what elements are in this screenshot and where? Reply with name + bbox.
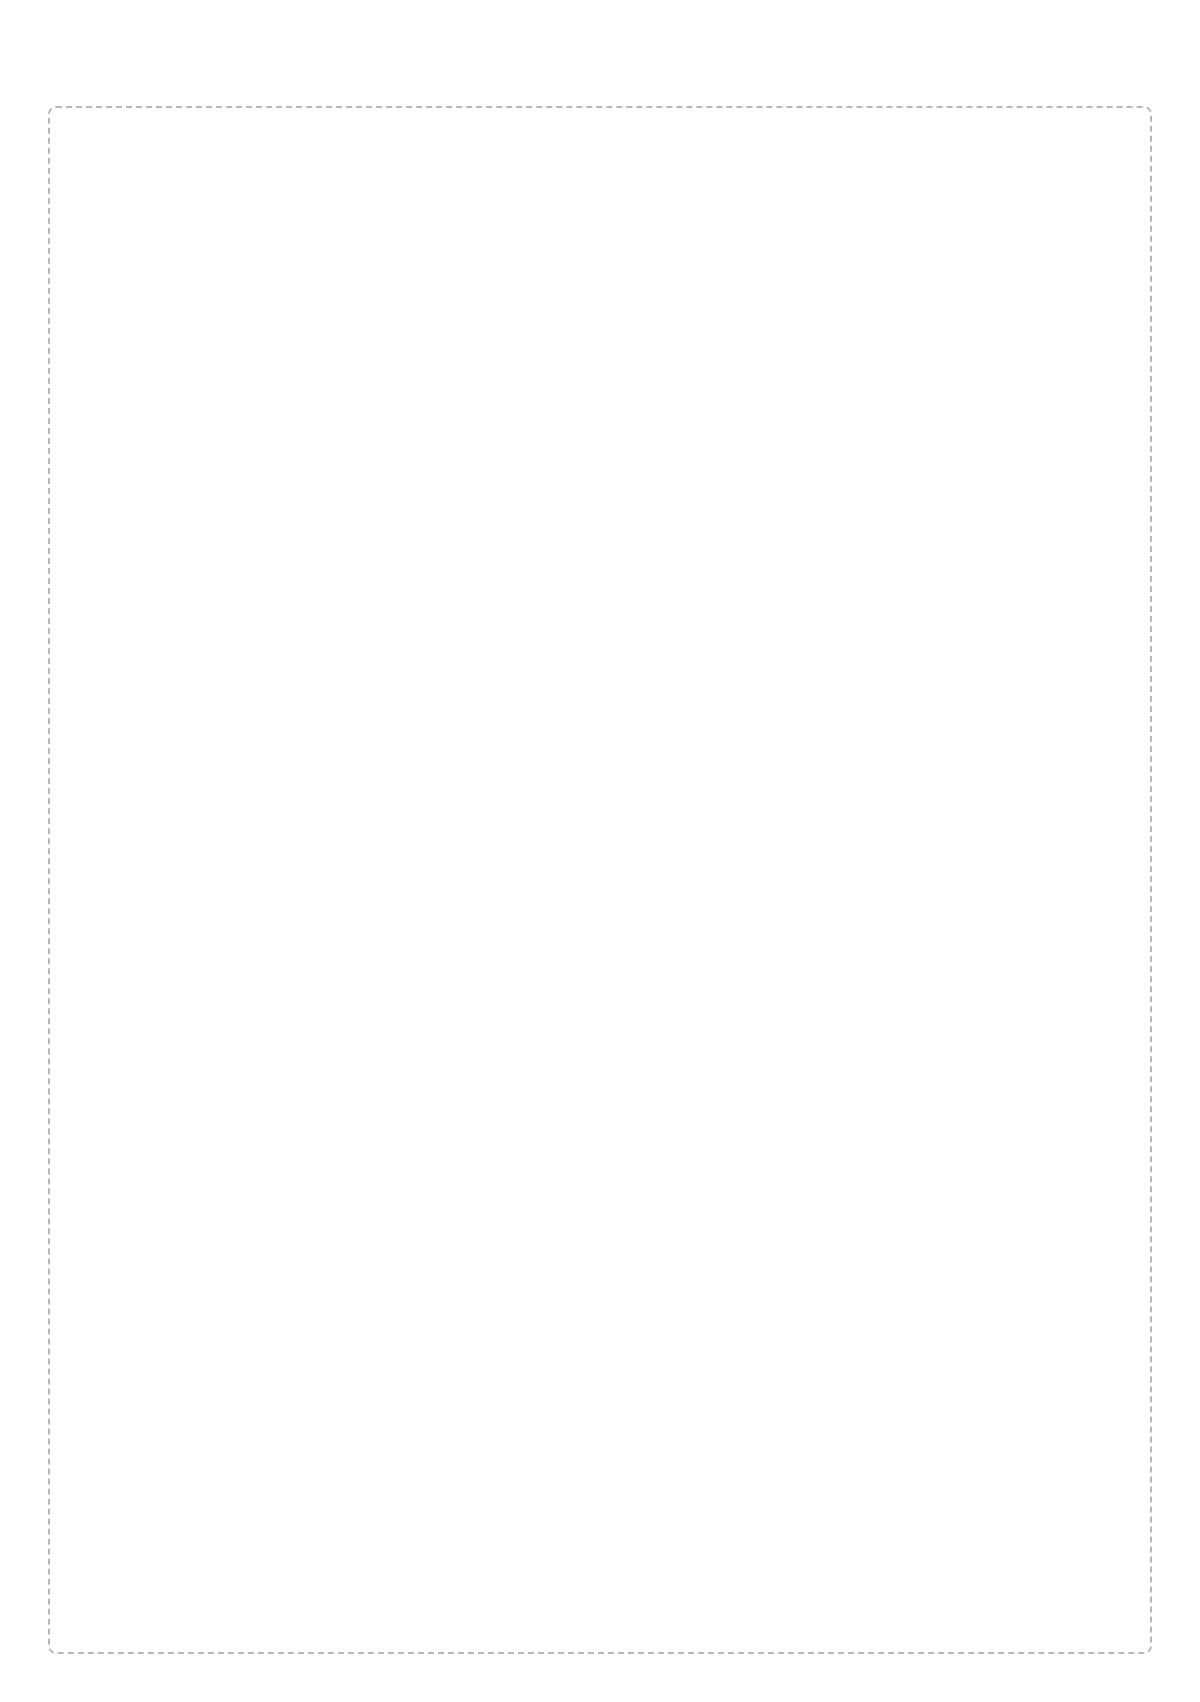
page-title <box>48 48 1152 82</box>
content-placeholder <box>48 106 1152 1654</box>
